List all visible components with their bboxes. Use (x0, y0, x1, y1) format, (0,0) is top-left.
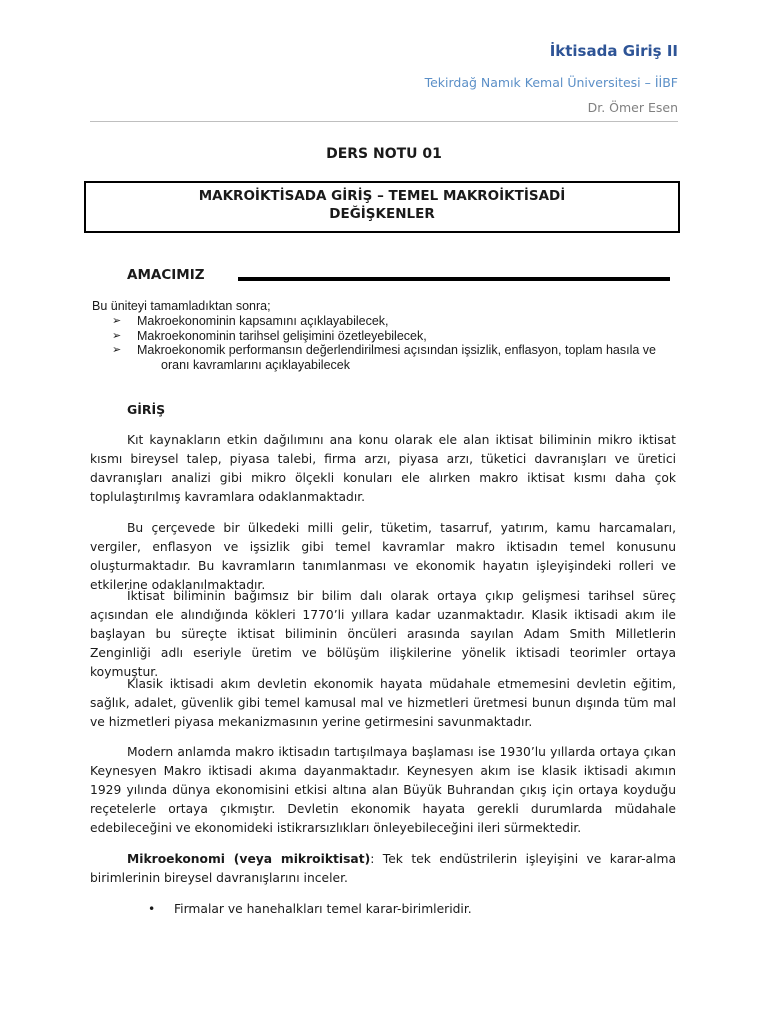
aim-item-continuation: oranı kavramlarını açıklayabilecek (161, 357, 350, 372)
arrow-bullet-icon: ➢ (112, 315, 122, 327)
section-heading-intro: GİRİŞ (127, 402, 166, 417)
document-title-line-1: MAKROİKTİSADA GİRİŞ – TEMEL MAKROİKTİSADİ (198, 188, 566, 204)
micro-term: Mikroekonomi (veya mikroiktisat) (127, 852, 371, 866)
aim-list-item (92, 314, 692, 329)
aim-item-text: Makroekonomik performansın değerlendirilmesi açısından işsizlik, enflasyon, toplam hasıla ve (137, 343, 656, 357)
course-title: İktisada Giriş II (549, 42, 678, 60)
university-name: Tekirdağ Namık Kemal Üniversitesi – İİBF (424, 75, 678, 90)
arrow-bullet-icon: ➢ (112, 329, 122, 342)
aim-list (92, 314, 692, 372)
micro-definition-paragraph (90, 850, 676, 888)
author-name: Dr. Ömer Esen (587, 100, 678, 115)
aim-heading: AMACIMIZ (127, 267, 205, 283)
body-paragraph: Kıt kaynakların etkin dağılımını ana konu olarak ele alan iktisat biliminin mikro iktisat kısmı bireysel talep, piyasa talebi, firma arzı, piyasa arzı, tüketici davranışları ve üretici davranışları analizi gibi mikro ölçekli konuları ele alırken makro iktisat kısmı daha çok toplulaştırılmış kavramlara odaklanmaktadır. (90, 433, 676, 504)
lecture-note-label: DERS NOTU 01 (326, 146, 442, 162)
header-divider (90, 121, 678, 122)
body-paragraph: Bu çerçevede bir ülkedeki milli gelir, tüketim, tasarruf, yatırım, kamu harcamaları, vergiler, enflasyon ve işsizlik gibi temel kavramlar makro iktisadın temel konusunu oluşturmaktadır. Bu kavramların tanımlanması ve ekonomik hayatın işleyişindeki rolleri ve etkilerine odaklanılmaktadır. (90, 521, 676, 592)
body-paragraph: Modern anlamda makro iktisadın tartışılmaya başlaması ise 1930’lu yıllarda ortaya çıkan Keynesyen Makro iktisadi akıma dayanmaktadır. Keynesyen akım ise klasik iktisadi akımın 1929 yılında dünya ekonomisini etkisi altına alan Büyük Buhrandan çıkış için ortaya koyduğu reçetelerle ortaya çıkmıştır. Devletin ekonomik hayata gerekli durumlarda müdahale edebileceğini ve ekonomideki istikrarsızlıkları önleyebileceğini ileri sürmektedir. (90, 745, 676, 835)
aim-heading-rule (238, 277, 670, 281)
aim-list-item (92, 329, 692, 344)
round-bullet-icon: • (148, 902, 156, 916)
micro-bullet-text: Firmalar ve hanehalkları temel karar-birimleridir. (174, 902, 472, 916)
body-paragraph: İktisat biliminin bağımsız bir bilim dalı olarak ortaya çıkıp gelişmesi tarihsel süreç açısından ele alındığında kökleri 1770’li yıllara kadar uzanmaktadır. Klasik iktisadi akım ile başlayan bu süreçte iktisat biliminin öncüleri arasında sayılan Adam Smith Milletlerin Zenginliği adlı eseriyle üretim ve bölüşüm ilişkilerine yönelik iktisadi teorimler ortaya koymuştur. (90, 589, 676, 679)
aim-item-text: Makroekonominin kapsamını açıklayabilecek, (137, 314, 389, 328)
body-paragraph: Klasik iktisadi akım devletin ekonomik hayata müdahale etmemesini devletin eğitim, sağlık, adalet, güvenlik gibi temel kamusal mal ve hizmetleri üretmesi bunun dışında tüm mal ve hizmetleri piyasa mekanizmasının yerine getirmesini savunmaktadır. (90, 677, 676, 729)
document-title-line-2: DEĞİŞKENLER (329, 206, 435, 222)
document-title-box (84, 181, 680, 233)
arrow-bullet-icon: ➢ (112, 344, 122, 356)
aim-item-text: Makroekonominin tarihsel gelişimini özetleyebilecek, (137, 328, 427, 343)
aim-intro: Bu üniteyi tamamladıktan sonra; (92, 299, 271, 313)
micro-definition: : Tek tek endüstrilerin işleyişini ve karar-alma birimlerinin bireysel davranışlarını inceler. (90, 852, 676, 885)
aim-list-item (92, 343, 692, 372)
